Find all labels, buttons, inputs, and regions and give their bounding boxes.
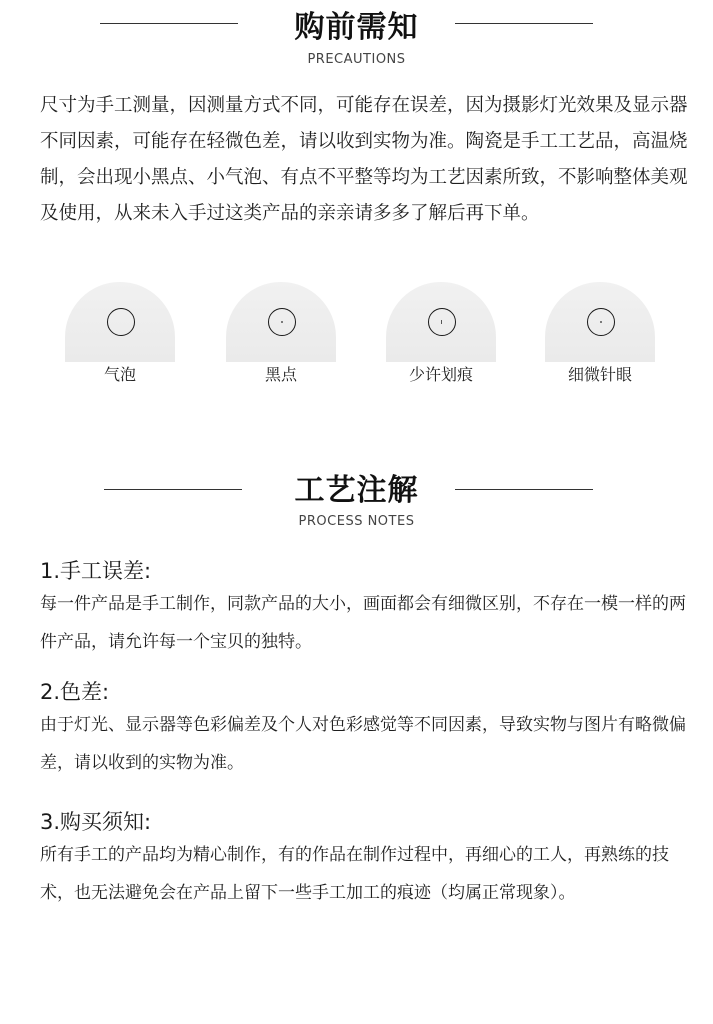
process-notes-subtitle: PROCESS NOTES (298, 514, 415, 529)
precautions-subtitle: PRECAUTIONS (307, 52, 406, 67)
defect-bubble (60, 282, 180, 392)
scratch-mark-icon (441, 320, 442, 324)
black-spot-icon (281, 321, 283, 323)
ceramic-surface-image (65, 282, 175, 362)
note-body-color-difference: 由于灯光、显示器等色彩偏差及个人对色彩感觉等不同因素，导致实物与图片有略微偏差，请以收到的实物为准。 (40, 715, 686, 773)
note-heading-handmade-error: 1.手工误差: (40, 559, 152, 583)
note-body-handmade-error: 每一件产品是手工制作，同款产品的大小，画面都会有细微区别，不存在一模一样的两件产品，请允许每一个宝贝的独特。 (40, 594, 686, 652)
defect-label: 气泡 (103, 365, 136, 384)
precautions-body: 尺寸为手工测量，因测量方式不同，可能存在误差，因为摄影灯光效果及显示器不同因素，可能存在轻微色差，请以收到实物为准。陶瓷是手工工艺品，高温烧制，会出现小黑点、小气泡、有点不平整等均为工艺因素所致，不影响整体美观及使用，从来未入手过这类产品的亲亲请多多了解后再下单。 (40, 95, 688, 224)
defect-pinhole (540, 282, 660, 392)
ceramic-surface-image (226, 282, 336, 362)
defect-scratch (381, 282, 501, 392)
defect-label: 黑点 (264, 365, 297, 384)
defect-label: 细微针眼 (567, 365, 632, 384)
process-notes-title: 工艺注解 (294, 473, 419, 508)
highlight-circle-icon (268, 308, 296, 336)
highlight-circle-icon (107, 308, 135, 336)
defect-examples (0, 282, 713, 392)
defect-black-spot (221, 282, 341, 392)
precautions-title: 购前需知 (294, 10, 419, 45)
note-body-purchase-notice: 所有手工的产品均为精心制作，有的作品在制作过程中，再细心的工人，再熟练的技术，也无法避免会在产品上留下一些手工加工的痕迹（均属正常现象）。 (40, 845, 669, 903)
highlight-circle-icon (428, 308, 456, 336)
ceramic-surface-image (386, 282, 496, 362)
note-heading-purchase-notice: 3.购买须知: (40, 810, 152, 834)
pinhole-icon (600, 321, 602, 323)
note-heading-color-difference: 2.色差: (40, 680, 110, 704)
ceramic-surface-image (545, 282, 655, 362)
highlight-circle-icon (587, 308, 615, 336)
defect-label: 少许划痕 (408, 365, 473, 384)
